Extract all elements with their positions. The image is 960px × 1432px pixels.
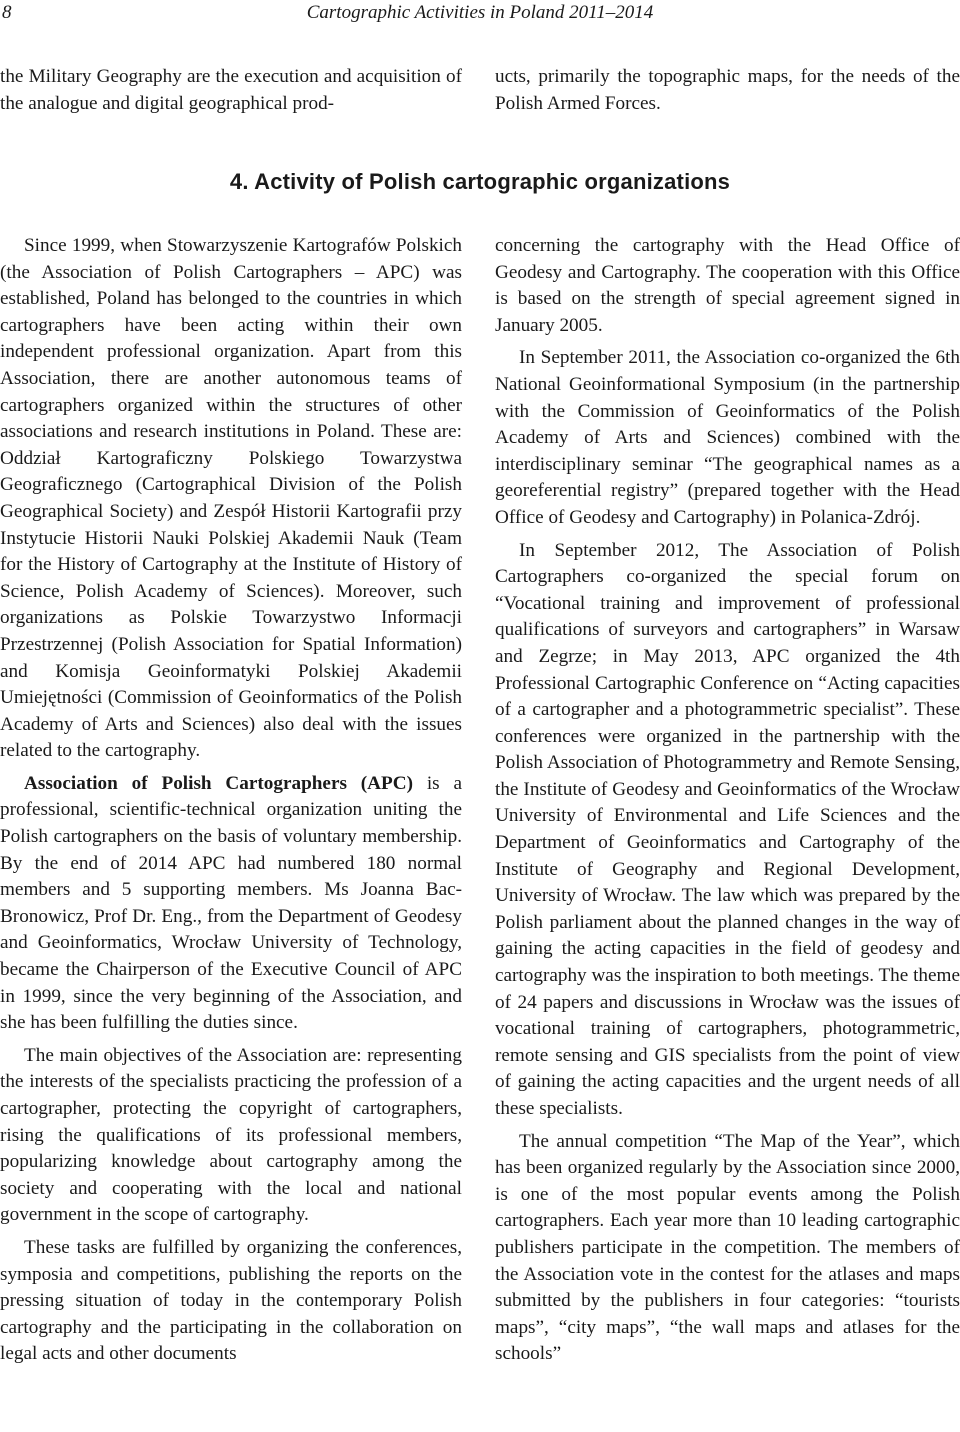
paragraph: The annual competition “The Map of the Year”, which has been organized regularly by the Association since 2000, is one of the most popular events among the Polish cartographers. Each year more than 10 leading cartographic publishers participate in the competition. The members of the Association vote in the contest for the atlases and maps submitted by the publishers in four categories: “tourists maps”, “city maps”, “the wall maps and atlases for the schools” [495,1130,960,1365]
paragraph: In September 2012, The Association of Polish Cartographers co-organized the special forum on “Vocational training and improvement of professional qualifications of surveyors and cartographers” in Warsaw and Zegrze; in May 2013, APC organized the 4th Professional Cartographic Conference on “Acting capacities of a cartographer and a photogrammetric specialist”. These conferences were organized in the partnership with the Polish Association of Photogrammetry and Remote Sensing, the Institute of Geodesy and Geoinformatics of the Wrocław University of Environmental and Life Sciences and the Department of Geoinformatics and Cartography of the Institute of Geography and Regional Development, University of Wrocław. The law which was prepared by the Polish parliament about the planned changes in the way of gaining the acting capacities in the field of geodesy and cartography was the inspiration to both meetings. The theme of 24 papers and discussions in Wrocław was the issues of vocational training of cartographers, photogrammetric, remote sensing and GIS specialists from the point of view of gaining the acting capacities and the urgent needs of all these specialists. [495,539,960,1119]
right-column [495,233,960,1368]
page-header [0,0,960,30]
paragraph: Since 1999, when Stowarzyszenie Kartografów Polskich (the Association of Polish Cartographers – APC) was established, Poland has belonged to the countries in which cartographers have been acting within their own independent professional organization. Apart from this Association, there are another autonomous teams of cartographers organized within the structures of other associations and research institutions in Poland. These are: Oddział Kartograficzny Polskiego Towarzystwa Geograficznego (Cartographical Division of the Polish Geographical Society) and Zespół Historii Kartografii przy Instytucie Historii Nauki Polskiej Akademii Nauk (Team for the History of Cartography at the Institute of History of Science, Polish Academy of Sciences). Moreover, such organizations as Polskie Towarzystwo Informacji Przestrzennej (Polish Association for Spatial Information) and Komisja Geoinformatyki Polskiej Akademii Umiejętności (Commission of Geoinformatics of the Polish Academy of Arts and Sciences) also deal with the issues related to the cartography. [0,235,462,762]
running-title: Cartographic Activities in Poland 2011–2014 [306,2,654,23]
paragraph-apc [0,771,462,1037]
page-number: 8 [2,2,12,23]
paragraph: concerning the cartography with the Head Office of Geodesy and Cartography. The cooperation with this Office is based on the strength of special agreement signed in January 2005. [495,235,960,336]
continuation-paragraph-right: ucts, primarily the topographic maps, for the needs of the Polish Armed Forces. [495,66,960,114]
apc-bold-heading: Association of Polish Cartographers (APC) [24,772,413,794]
paragraph: In September 2011, the Association co-organized the 6th National Geoinformational Symposium (in the partnership with the Commission of Geoinformatics of the Polish Academy of Arts and Sciences) combined with the interdisciplinary seminar “The geographical names as a georeferential registry” (prepared together with the Head Office of Geodesy and Cartography) in Polanica-Zdrój. [495,347,960,528]
left-column [0,233,462,1368]
section-heading: 4. Activity of Polish cartographic organizations [229,169,731,194]
paragraph: The main objectives of the Association are: representing the interests of the specialists practicing the profession of a cartographer, protecting the copyright of cartographers, rising the qualifications of its professional members, popularizing knowledge about cartography among the society and cooperating with the local and national government in the scope of cartography. [0,1044,462,1226]
paragraph: These tasks are fulfilled by organizing the conferences, symposia and competitions, publishing the reports on the pressing situation of today in the contemporary Polish cartography and the participating in the collaboration on legal acts and other documents [0,1236,462,1365]
apc-paragraph-text: is a professional, scientific-technical organization uniting the Polish cartographers on the basis of voluntary membership. By the end of 2014 APC had numbered 180 normal members and 5 supporting members. Ms Joanna Bac-Bronowicz, Prof Dr. Eng., from the Department of Geodesy and Geoinformatics, Wrocław University of Technology, became the Chairperson of the Executive Council of APC in 1999, since the very beginning of the Association, and she has been fulfilling the duties since. [0,772,462,1034]
top-left-text [0,64,462,117]
continuation-paragraph-left: the Military Geography are the execution and acquisition of the analogue and digital geographical prod- [0,66,462,114]
top-right-text [495,64,960,117]
